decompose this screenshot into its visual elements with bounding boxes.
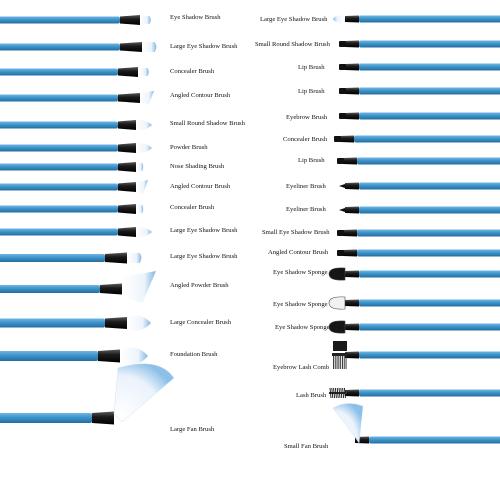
brush-ferrule [118,67,138,77]
brush-ferrule [118,162,136,172]
brush-handle [0,145,118,152]
brush-ferrule [98,350,120,363]
left-brush [0,253,141,264]
brush-ferrule [343,158,357,165]
left-brush [0,271,156,303]
bristles [339,64,346,70]
brush-ferrule [345,88,359,95]
left-brush [0,120,152,130]
brush-handle [0,229,118,236]
brush-ferrule [345,390,359,397]
brush-label: Small Round Shadow Brush [255,41,330,48]
brush-label: Small Fan Brush [284,443,329,450]
brush-handle [0,17,120,24]
brush-handle [359,352,500,359]
brush-label: Large Eye Shadow Brush [260,16,328,23]
brush-label: Eyeliner Brush [286,183,326,190]
brush-ferrule [345,207,359,214]
bristles [140,16,151,24]
brush-label: Small Round Shadow Brush [170,120,245,127]
brush-label: Lip Brush [298,88,325,95]
sponge-tip [329,297,345,309]
brush-ferrule [120,15,140,25]
right-brush [337,230,500,237]
brush-label: Concealer Brush [283,136,328,143]
brush-handle [359,41,500,48]
bristles [138,68,149,76]
bristles [136,120,152,130]
right-brush [339,64,500,71]
brush-label: Eyebrow Brush [286,114,328,121]
brush-handle [359,390,500,397]
right-brush [339,183,500,190]
bristles [337,230,344,236]
brush-ferrule [343,230,357,237]
right-brush [339,113,500,120]
bristles [136,205,143,213]
right-brush [337,158,500,165]
fan-bristles [333,403,363,443]
brush-ferrule [345,271,359,278]
comb-brush [333,341,347,351]
brush-handle [359,300,500,307]
spoolie-bristle [339,388,340,398]
fan-bristles [114,364,174,422]
spoolie-bristle [332,388,333,398]
left-brush [0,162,143,172]
bristles [339,184,345,188]
brush-ferrule [345,183,359,190]
comb-tooth [340,355,341,369]
brush-label: Foundation Brush [170,351,218,358]
bristles [339,113,346,119]
bristles [339,208,345,212]
brush-ferrule [345,300,359,307]
right-brush [329,388,500,398]
brush-ferrule [105,253,127,264]
comb-tooth [344,355,345,369]
bristles [334,136,341,142]
bristles [339,41,346,47]
brush-ferrule [118,182,136,192]
brush-label: Lip Brush [298,64,325,71]
brush-ferrule [345,113,359,120]
brush-label: Large Eye Shadow Brush [170,227,238,234]
spoolie-bristle [341,388,342,398]
brush-handle [359,271,500,278]
brush-label: Eyebrow Lash Comb [273,364,330,371]
brush-handle [369,437,500,444]
brush-handle [0,319,105,328]
spoolie-bristle [334,388,335,398]
brush-label: Angled Contour Brush [170,92,231,99]
left-brush [0,347,148,364]
brush-label: Eye Shadow Sponge [273,269,328,276]
left-brush [0,91,154,105]
spoolie-bristle [330,388,331,398]
left-brush-column [0,15,174,425]
brush-handle [359,207,500,214]
brush-handle [354,136,500,143]
brush-label: Concealer Brush [170,204,215,211]
bristles [136,163,143,171]
comb-spine [332,353,348,356]
left-brush [0,315,151,330]
bristles [142,42,156,52]
bristles [333,15,345,23]
brush-label: Eye Shadow Sponge [273,301,328,308]
brush-label: Large Fan Brush [170,426,215,433]
brush-handle [359,88,500,95]
brush-ferrule [118,120,136,130]
brush-handle [0,413,92,423]
bristles [136,143,152,153]
bristles [127,315,151,330]
spoolie-bristle [344,388,345,398]
right-brush [337,250,500,257]
comb-tooth [333,355,334,369]
brush-label: Lash Brush [296,392,327,399]
brush-handle [357,230,500,237]
right-brush [333,15,500,23]
brush-label: Powder Brush [170,144,208,151]
brush-handle [0,164,118,171]
right-brush [339,207,500,214]
bristles [337,250,344,256]
brush-label: Angled Contour Brush [268,249,329,256]
left-brush [0,180,148,194]
left-brush [0,42,156,52]
brush-handle [357,158,500,165]
brush-handle [0,95,118,102]
brush-ferrule [100,284,122,295]
brush-label: Eye Shadow Sponge [275,324,330,331]
brush-ferrule [345,64,359,71]
right-brush [329,268,500,280]
brush-label: Angled Contour Brush [170,183,231,190]
bristles [136,180,148,194]
brush-ferrule [118,227,136,237]
brush-handle [359,64,500,71]
brush-label: Large Eye Shadow Brush [170,43,238,50]
brush-handle [357,250,500,257]
brush-handle [359,324,500,331]
left-brush [0,364,174,425]
sponge-tip [329,321,345,333]
brush-handle [0,285,100,293]
brush-handle [0,254,105,262]
bristles [140,91,154,105]
comb-tooth [335,355,336,369]
bristles [337,158,344,164]
brush-ferrule [92,412,114,425]
comb-tooth [337,355,338,369]
comb-tooth [342,355,343,369]
brush-handle [0,44,120,51]
left-brush [0,204,143,214]
left-brush [0,227,152,237]
right-brush [334,136,500,143]
brush-label: Eye Shadow Brush [170,14,221,21]
brush-handle [0,122,118,129]
brush-ferrule [118,204,136,214]
brush-handle [359,183,500,190]
brush-label: Nose Shading Brush [170,163,225,170]
right-brush [332,341,500,369]
comb-tooth [346,355,347,369]
brush-label: Concealer Brush [170,68,215,75]
right-brush [329,321,500,333]
brush-label: Lip Brush [298,157,325,164]
bristles [120,347,148,364]
bristles [339,88,346,94]
spoolie-bristle [335,388,336,398]
right-brush [329,297,500,309]
brush-ferrule [345,16,359,23]
right-brush [339,41,500,48]
brush-ferrule [120,42,142,52]
brush-label: Eyeliner Brush [286,206,326,213]
left-brush [0,15,151,25]
brush-handle [359,16,500,23]
brush-handle [0,351,98,361]
spoolie-bristle [337,388,338,398]
brush-handle [0,206,118,213]
brush-handle [0,184,118,191]
brush-ferrule [118,143,136,153]
brush-handle [0,69,118,76]
brush-handle [359,113,500,120]
comb-tooth [338,355,339,369]
brush-label: Large Eye Shadow Brush [170,253,238,260]
brush-ferrule [340,136,354,143]
spoolie-bristle [343,388,344,398]
brush-ferrule [118,93,140,103]
brush-label: Large Concealer Brush [170,319,232,326]
brush-label: Angled Powder Brush [170,282,229,289]
left-brush [0,67,149,77]
brush-ferrule [345,324,359,331]
bristles [122,271,156,303]
bristles [127,253,141,263]
left-brush [0,143,152,153]
right-brush [333,403,500,443]
brush-ferrule [343,250,357,257]
right-brush [339,88,500,95]
brush-ferrule [105,317,127,329]
brush-ferrule [345,41,359,48]
brush-label: Small Eye Shadow Brush [262,229,330,236]
right-brush-column [329,15,500,444]
sponge-tip [329,268,345,280]
bristles [136,227,152,237]
